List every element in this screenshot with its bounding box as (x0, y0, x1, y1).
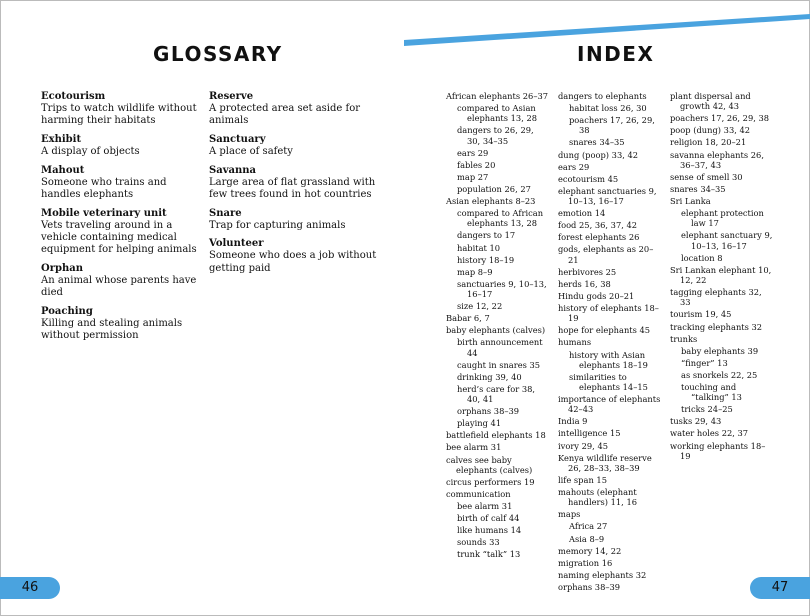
index-subentry (446, 267, 549, 277)
index-entry (558, 475, 662, 485)
index-subentry (446, 537, 549, 547)
index-entry-text: Babar 6, 7 (446, 313, 490, 324)
index-entry (558, 546, 662, 556)
glossary-entry (41, 134, 203, 158)
index-entry (670, 184, 774, 194)
glossary-term: Reserve (209, 91, 254, 102)
index-subentry (446, 230, 549, 240)
index-entry-text: elephant protection law 17 (681, 208, 764, 229)
glossary-entry (209, 134, 377, 158)
glossary-column-left (41, 91, 203, 348)
index-title: INDEX (577, 42, 655, 66)
index-subentry (446, 384, 549, 404)
index-entry-text: hope for elephants 45 (558, 325, 651, 336)
index-entry-text: birth announcement 44 (457, 337, 543, 358)
glossary-title: GLOSSARY (153, 42, 283, 66)
index-entry-text: circus performers 19 (446, 476, 535, 487)
index-entry (558, 91, 662, 101)
index-subentry (670, 404, 774, 414)
index-subentry (446, 337, 549, 357)
index-entry (558, 325, 662, 335)
index-entry (670, 125, 774, 135)
index-entry-text: herd’s care for 38, 40, 41 (457, 383, 536, 405)
glossary-term: Mahout (41, 164, 85, 176)
glossary-entry (209, 238, 377, 275)
index-entry-text: migration 16 (558, 557, 613, 568)
index-column-3 (670, 91, 774, 463)
index-subentry (446, 406, 549, 416)
index-entry-text: sounds 33 (457, 537, 500, 548)
index-entry-text: savanna elephants 26, 36–37, 43 (670, 149, 764, 170)
index-entry-text: snares 34–35 (569, 137, 625, 148)
index-entry (558, 441, 662, 451)
index-entry-text: as snorkels 22, 25 (681, 369, 758, 380)
index-entry-text: population 26, 27 (457, 183, 531, 194)
index-entry-text: African elephants 26–37 (446, 91, 549, 101)
index-entry (558, 232, 662, 242)
index-entry-text: calves see baby elephants (calves) (446, 454, 533, 475)
glossary-definition: Killing and stealing animals without permission (41, 317, 183, 341)
index-subentry (558, 521, 662, 531)
index-entry-text: bee alarm 31 (446, 442, 502, 453)
index-entry-text: poachers 17, 26, 29, 38 (569, 115, 655, 136)
index-column-2 (558, 91, 662, 594)
index-entry-text: like humans 14 (457, 525, 522, 536)
index-entry-text: ears 29 (558, 161, 590, 172)
index-entry-text: working elephants 18–19 (670, 440, 766, 461)
index-entry (670, 196, 774, 206)
glossary-definition: An animal whose parents have died (41, 274, 197, 299)
glossary-term: Mobile veterinary unit (41, 207, 167, 219)
index-entry-text: Sri Lanka (670, 196, 711, 207)
index-entry-text: playing 41 (457, 418, 502, 429)
index-entry-text: elephant sanctuaries 9, 10–13, 16–17 (558, 185, 657, 207)
index-entry (670, 113, 774, 123)
index-entry (558, 267, 662, 277)
glossary-definition: A place of safety (209, 146, 293, 158)
index-entry-text: poachers 17, 26, 29, 38 (670, 113, 770, 124)
index-entry (670, 309, 774, 319)
index-subentry (558, 103, 662, 113)
index-entry-text: religion 18, 20–21 (670, 137, 747, 148)
index-entry-text: water holes 22, 37 (670, 428, 749, 439)
index-entry-text: Africa 27 (569, 521, 608, 532)
glossary-entry (209, 208, 377, 232)
index-entry-text: tourism 19, 45 (670, 309, 732, 320)
index-subentry (558, 115, 662, 135)
index-subentry (670, 346, 774, 356)
index-entry (558, 220, 662, 230)
index-entry-text: gods, elephants as 20–21 (558, 244, 654, 265)
index-entry (670, 287, 774, 307)
index-subentry (446, 513, 549, 523)
index-subentry (670, 370, 774, 380)
index-subentry (446, 301, 549, 311)
index-entry-text: habitat loss 26, 30 (569, 103, 647, 114)
index-subentry (670, 253, 774, 263)
index-entry (446, 313, 549, 323)
index-entry-text: dangers to elephants (558, 91, 647, 101)
glossary-definition: Someone who trains and handles elephants (41, 176, 167, 201)
index-entry-text: map 27 (457, 171, 489, 182)
index-entry-text: plant dispersal and growth 42, 43 (670, 91, 751, 112)
index-subentry (446, 148, 549, 158)
index-subentry (446, 360, 549, 370)
glossary-entry (41, 208, 203, 257)
index-entry (446, 477, 549, 487)
index-entry (558, 244, 662, 264)
decorative-blue-stripe (404, 0, 810, 48)
index-subentry (670, 358, 774, 368)
index-entry (446, 325, 549, 335)
index-entry-text: history 18–19 (457, 254, 515, 265)
index-entry (446, 455, 549, 475)
index-entry (670, 265, 774, 285)
index-entry-text: food 25, 36, 37, 42 (558, 220, 638, 231)
index-entry (446, 442, 549, 452)
index-entry (558, 582, 662, 592)
index-entry (558, 162, 662, 172)
index-entry (446, 196, 549, 206)
index-entry (558, 394, 662, 414)
index-entry-text: life span 15 (558, 474, 607, 485)
index-entry (446, 489, 549, 499)
index-entry-text: mahouts (elephant handlers) 11, 16 (558, 487, 637, 508)
index-subentry (558, 137, 662, 147)
index-subentry (446, 279, 549, 299)
index-entry (558, 303, 662, 323)
index-entry-text: orphans 38–39 (558, 581, 621, 592)
index-entry-text: memory 14, 22 (558, 545, 622, 556)
index-entry-text: intelligence 15 (558, 428, 621, 439)
index-entry (558, 570, 662, 580)
index-subentry (670, 382, 774, 402)
index-entry-text: drinking 39, 40 (457, 371, 522, 382)
index-entry (670, 322, 774, 332)
glossary-term: Orphan (41, 262, 83, 274)
index-entry-text: snares 34–35 (670, 183, 726, 194)
index-subentry (446, 160, 549, 170)
glossary-entry (209, 91, 377, 128)
index-entry-text: emotion 14 (558, 208, 606, 219)
index-subentry (446, 255, 549, 265)
index-subentry (446, 501, 549, 511)
glossary-term: Volunteer (209, 238, 264, 250)
index-entry-text: sanctuaries 9, 10–13, 16–17 (457, 278, 547, 300)
index-entry-text: humans (558, 337, 592, 348)
index-entry (670, 334, 774, 344)
index-entry-text: forest elephants 26 (558, 232, 640, 243)
index-entry-text: communication (446, 488, 511, 499)
glossary-definition: A display of objects (41, 146, 140, 158)
index-entry-text: similarities to elephants 14–15 (569, 371, 648, 392)
glossary-definition: Trips to watch wildlife without harming their habitats (41, 103, 197, 127)
index-entry-text: touching and “talking” 13 (681, 382, 742, 403)
glossary-term: Savanna (209, 164, 257, 176)
index-subentry (670, 208, 774, 228)
index-subentry (446, 418, 549, 428)
index-entry-text: naming elephants 32 (558, 569, 647, 580)
index-entry-text: compared to African elephants 13, 28 (457, 208, 544, 229)
index-entry-text: Sri Lankan elephant 10, 12, 22 (670, 264, 772, 286)
index-entry-text: tagging elephants 32, 33 (670, 287, 762, 308)
index-entry-text: India 9 (558, 416, 588, 427)
index-entry-text: maps (558, 509, 581, 520)
index-entry-text: ecotourism 45 (558, 173, 619, 184)
glossary-entry (209, 165, 377, 202)
index-entry (670, 172, 774, 182)
index-entry-text: ivory 29, 45 (558, 440, 609, 451)
index-entry (670, 428, 774, 438)
index-subentry (558, 534, 662, 544)
index-entry (558, 416, 662, 426)
index-entry (670, 91, 774, 111)
index-entry-text: tricks 24–25 (681, 404, 733, 415)
index-entry (670, 416, 774, 426)
index-entry-text: baby elephants 39 (681, 345, 759, 356)
index-entry-text: habitat 10 (457, 242, 501, 253)
index-entry-text: Asia 8–9 (569, 533, 605, 544)
glossary-definition: A protected area set aside for animals (209, 103, 360, 127)
index-entry-text: Hindu gods 20–21 (558, 290, 635, 301)
index-subentry (670, 230, 774, 250)
index-subentry (558, 350, 662, 370)
index-entry (558, 509, 662, 519)
page-number-left: 46 (0, 577, 60, 599)
index-entry-text: sense of smell 30 (670, 171, 743, 182)
glossary-column-right (209, 91, 377, 281)
index-entry (670, 150, 774, 170)
index-entry-text: history with Asian elephants 18–19 (569, 349, 648, 370)
index-subentry (446, 172, 549, 182)
index-entry (558, 337, 662, 347)
glossary-term: Exhibit (41, 133, 82, 145)
index-entry-text: “finger” 13 (681, 357, 728, 368)
index-entry-text: fables 20 (457, 159, 496, 170)
index-entry-text: tracking elephants 32 (670, 321, 763, 332)
index-entry-text: tusks 29, 43 (670, 416, 722, 427)
index-entry-text: location 8 (681, 252, 723, 263)
index-subentry (446, 103, 549, 123)
index-entry-text: history of elephants 18–19 (558, 303, 659, 324)
index-entry-text: size 12, 22 (457, 301, 503, 312)
index-entry (558, 174, 662, 184)
glossary-definition: Trap for capturing animals (209, 219, 346, 231)
index-entry (670, 441, 774, 461)
index-entry (670, 137, 774, 147)
index-entry (558, 208, 662, 218)
index-entry-text: dangers to 17 (457, 230, 516, 241)
index-subentry (446, 243, 549, 253)
index-entry (446, 430, 549, 440)
glossary-term: Snare (209, 207, 242, 219)
index-subentry (558, 372, 662, 392)
index-entry-text: battlefield elephants 18 (446, 430, 546, 441)
index-entry (558, 186, 662, 206)
index-entry-text: dung (poop) 33, 42 (558, 149, 639, 160)
index-entry-text: Asian elephants 8–23 (446, 196, 536, 207)
index-entry (558, 487, 662, 507)
index-entry (558, 453, 662, 473)
index-entry (558, 558, 662, 568)
glossary-definition: Someone who does a job without getting paid (209, 250, 377, 274)
glossary-entry (41, 165, 203, 202)
index-subentry (446, 125, 549, 145)
index-entry-text: trunks (670, 333, 698, 344)
index-entry (558, 279, 662, 289)
index-subentry (446, 208, 549, 228)
index-subentry (446, 525, 549, 535)
index-entry-text: bee alarm 31 (457, 501, 513, 512)
glossary-term: Sanctuary (209, 133, 266, 145)
index-entry-text: dangers to 26, 29, 30, 34–35 (457, 125, 534, 146)
index-subentry (446, 549, 549, 559)
index-entry-text: trunk “talk” 13 (457, 549, 521, 560)
index-entry-text: baby elephants (calves) (446, 325, 546, 336)
index-entry-text: orphans 38–39 (457, 406, 520, 417)
index-entry-text: ears 29 (457, 147, 489, 158)
index-entry-text: compared to Asian elephants 13, 28 (457, 103, 538, 124)
glossary-definition: Large area of flat grassland with few trees found in hot countries (209, 176, 376, 201)
index-entry-text: birth of calf 44 (457, 513, 520, 524)
index-entry-text: caught in snares 35 (457, 359, 541, 370)
glossary-entry (41, 91, 203, 128)
index-entry-text: map 8–9 (457, 266, 493, 277)
index-entry (558, 150, 662, 160)
glossary-term: Poaching (41, 305, 93, 317)
index-entry-text: Kenya wildlife reserve 26, 28–33, 38–39 (558, 452, 652, 473)
index-subentry (446, 184, 549, 194)
index-column-1 (446, 91, 549, 562)
glossary-definition: Vets traveling around in a vehicle containing medical equipment for helping animals (41, 219, 197, 256)
glossary-entry (41, 306, 203, 343)
glossary-entry (41, 263, 203, 300)
index-entry (446, 91, 549, 101)
page-number-right: 47 (750, 577, 810, 599)
index-entry-text: herds 16, 38 (558, 278, 611, 289)
index-entry-text: elephant sanctuary 9, 10–13, 16–17 (681, 230, 773, 251)
index-entry-text: herbivores 25 (558, 266, 617, 277)
index-subentry (446, 372, 549, 382)
index-entry-text: poop (dung) 33, 42 (670, 125, 751, 136)
index-entry (558, 428, 662, 438)
index-entry-text: importance of elephants 42–43 (558, 394, 661, 415)
index-entry (558, 291, 662, 301)
glossary-term: Ecotourism (41, 91, 106, 102)
